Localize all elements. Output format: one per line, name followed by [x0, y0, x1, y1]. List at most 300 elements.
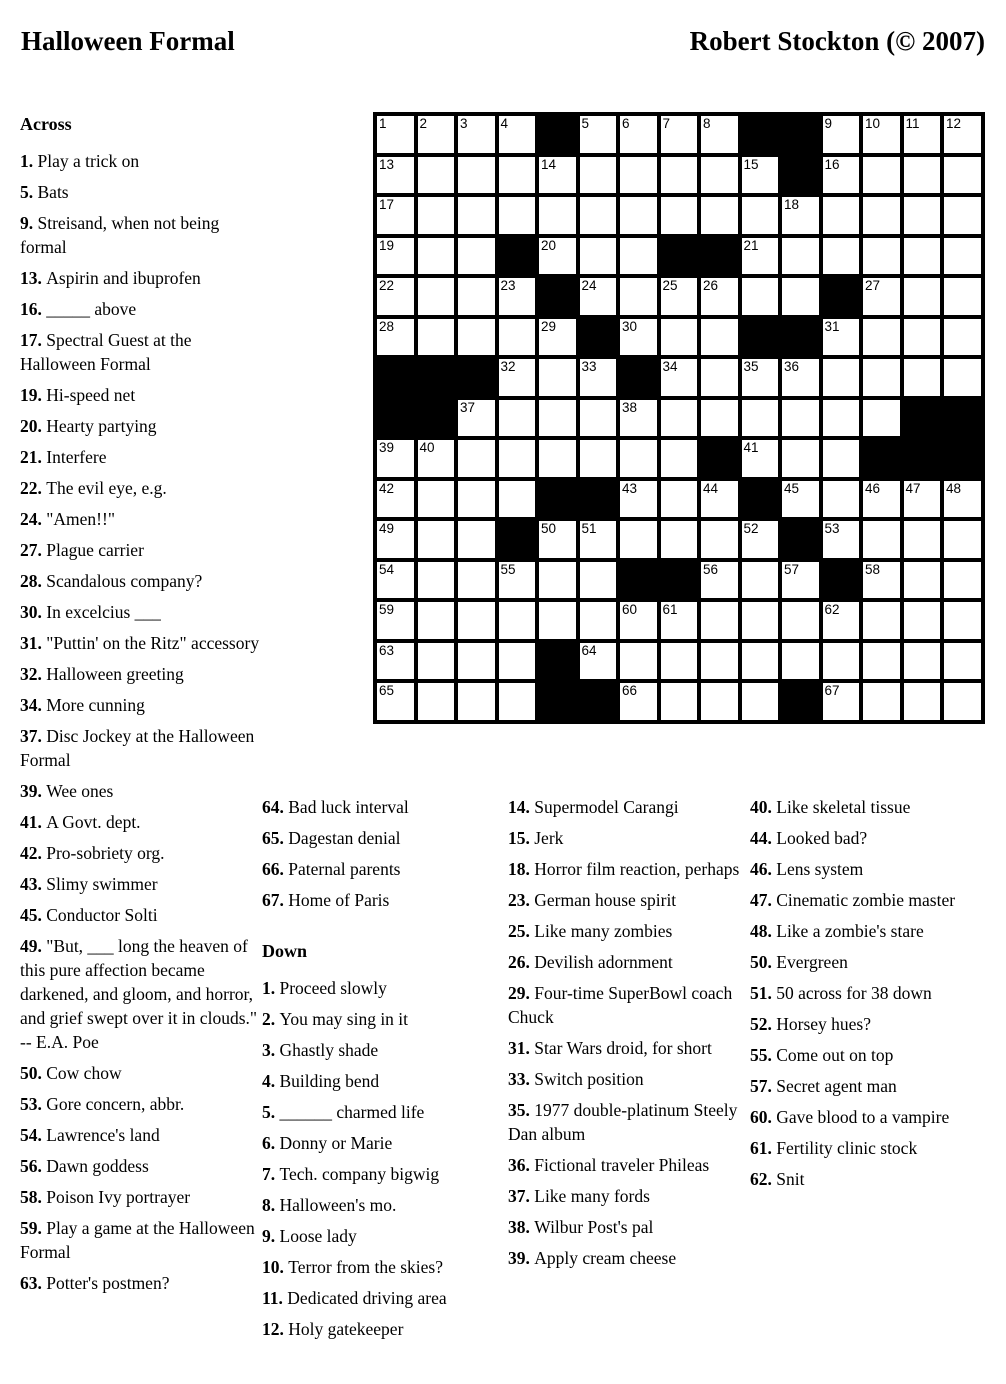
grid-cell[interactable] [539, 319, 576, 356]
cell-number: 9 [824, 116, 833, 131]
grid-cell[interactable] [418, 238, 455, 275]
clue-item: 30. In excelcius ___ [20, 602, 161, 622]
clue-item: 38. Wilbur Post's pal [508, 1217, 654, 1237]
grid-cell[interactable] [701, 481, 738, 518]
clue-item: 60. Gave blood to a vampire [750, 1107, 950, 1127]
grid-cell[interactable] [904, 643, 941, 680]
grid-cell[interactable] [661, 440, 698, 477]
grid-cell[interactable] [863, 643, 900, 680]
grid-cell[interactable] [944, 238, 981, 275]
clue-number: 7. [262, 1164, 280, 1184]
clue-item: 62. Snit [750, 1169, 805, 1189]
grid-cell[interactable] [782, 562, 819, 599]
grid-cell[interactable] [742, 602, 779, 639]
clue-item: 42. Pro-sobriety org. [20, 843, 165, 863]
grid-cell[interactable] [782, 197, 819, 234]
grid-cell[interactable] [863, 400, 900, 437]
cell-number: 39 [379, 440, 395, 455]
grid-cell[interactable] [863, 157, 900, 194]
grid-cell[interactable] [944, 116, 981, 153]
grid-cell[interactable] [823, 197, 860, 234]
grid-cell[interactable] [418, 602, 455, 639]
clue-number: 44. [750, 828, 777, 848]
grid-cell[interactable] [904, 116, 941, 153]
grid-cell[interactable] [944, 359, 981, 396]
grid-cell[interactable] [377, 683, 414, 720]
grid-cell-black [863, 440, 900, 477]
clue-item: 40. Like skeletal tissue [750, 797, 911, 817]
clue-number: 5. [262, 1102, 280, 1122]
cell-number: 11 [905, 116, 920, 131]
grid-cell[interactable] [823, 116, 860, 153]
cell-number: 58 [865, 561, 881, 577]
grid-cell[interactable] [377, 643, 414, 680]
grid-cell[interactable] [661, 116, 698, 153]
grid-cell[interactable] [782, 238, 819, 275]
author-byline: Robert Stockton (© 2007) [689, 26, 985, 56]
cell-number: 26 [703, 278, 719, 293]
grid-cell[interactable] [823, 521, 860, 558]
grid-cell[interactable] [418, 521, 455, 558]
cell-number: 35 [743, 359, 759, 374]
grid-cell-black [418, 400, 455, 437]
clue-number: 14. [508, 797, 535, 817]
grid-cell[interactable] [377, 278, 414, 315]
grid-cell-black [580, 319, 617, 356]
cell-number: 57 [784, 561, 800, 577]
cell-number: 63 [379, 642, 395, 658]
grid-cell[interactable] [823, 319, 860, 356]
clue-item: 57. Secret agent man [750, 1076, 897, 1096]
grid-cell[interactable] [539, 521, 576, 558]
grid-cell[interactable] [458, 116, 495, 153]
grid-cell[interactable] [661, 683, 698, 720]
grid-cell[interactable] [580, 602, 617, 639]
clue-item: 24. "Amen!!" [20, 509, 115, 529]
clue-item: 58. Poison Ivy portrayer [20, 1187, 191, 1207]
grid-cell[interactable] [499, 116, 536, 153]
cell-number: 47 [905, 480, 921, 496]
grid-cell[interactable] [458, 278, 495, 315]
clue-number: 50. [20, 1063, 47, 1083]
grid-cell[interactable] [782, 481, 819, 518]
grid-cell[interactable] [458, 602, 495, 639]
grid-cell[interactable] [377, 521, 414, 558]
grid-cell-black [742, 116, 779, 153]
grid-cell[interactable] [580, 359, 617, 396]
clue-number: 25. [508, 921, 535, 941]
grid-cell-black [701, 238, 738, 275]
grid-cell[interactable] [418, 116, 455, 153]
clue-column-3 [508, 795, 742, 1277]
grid-cell[interactable] [580, 400, 617, 437]
cell-number: 23 [500, 278, 516, 293]
cell-number: 10 [865, 116, 881, 131]
clue-number: 33. [508, 1069, 535, 1089]
grid-cell[interactable] [377, 319, 414, 356]
grid-cell[interactable] [580, 440, 617, 477]
grid-cell[interactable] [701, 197, 738, 234]
cell-number: 19 [379, 237, 395, 253]
grid-cell[interactable] [661, 278, 698, 315]
grid-cell[interactable] [458, 521, 495, 558]
clue-item: 4. Building bend [262, 1071, 380, 1091]
clue-number: 5. [20, 182, 38, 202]
grid-cell[interactable] [620, 278, 657, 315]
grid-cell[interactable] [580, 116, 617, 153]
grid-cell[interactable] [701, 643, 738, 680]
clue-item: 56. Dawn goddess [20, 1156, 149, 1176]
grid-cell-black [823, 278, 860, 315]
clue-item: 20. Hearty partying [20, 416, 157, 436]
grid-cell[interactable] [701, 683, 738, 720]
clue-number: 9. [20, 213, 38, 233]
grid-cell[interactable] [418, 278, 455, 315]
grid-cell[interactable] [742, 440, 779, 477]
grid-cell[interactable] [661, 521, 698, 558]
grid-cell[interactable] [499, 440, 536, 477]
grid-cell[interactable] [620, 197, 657, 234]
clue-item: 64. Bad luck interval [262, 797, 409, 817]
grid-cell[interactable] [620, 157, 657, 194]
clue-number: 23. [508, 890, 535, 910]
grid-cell-black [539, 278, 576, 315]
cell-number: 48 [946, 480, 962, 496]
grid-cell[interactable] [580, 238, 617, 275]
grid-cell[interactable] [863, 116, 900, 153]
grid-cell[interactable] [701, 602, 738, 639]
clue-number: 12. [262, 1319, 289, 1339]
clue-number: 48. [750, 921, 777, 941]
grid-cell[interactable] [944, 278, 981, 315]
grid-cell[interactable] [742, 278, 779, 315]
cell-number: 2 [419, 116, 428, 131]
grid-cell-black [742, 481, 779, 518]
grid-cell[interactable] [782, 359, 819, 396]
grid-cell[interactable] [499, 157, 536, 194]
grid-cell[interactable] [904, 481, 941, 518]
grid-cell[interactable] [499, 197, 536, 234]
clue-number: 54. [20, 1125, 47, 1145]
grid-cell[interactable] [620, 683, 657, 720]
grid-cell[interactable] [377, 238, 414, 275]
grid-cell[interactable] [620, 400, 657, 437]
grid-cell-black [580, 481, 617, 518]
grid-cell[interactable] [863, 238, 900, 275]
clue-number: 42. [20, 843, 47, 863]
clue-number: 27. [20, 540, 47, 560]
grid-cell[interactable] [823, 238, 860, 275]
grid-cell[interactable] [904, 602, 941, 639]
clue-number: 60. [750, 1107, 777, 1127]
cell-number: 41 [743, 440, 759, 455]
grid-cell[interactable] [458, 643, 495, 680]
clue-item: 66. Paternal parents [262, 859, 401, 879]
grid-cell[interactable] [742, 400, 779, 437]
grid-cell[interactable] [499, 683, 536, 720]
grid-cell[interactable] [863, 521, 900, 558]
grid-cell[interactable] [377, 116, 414, 153]
clue-number: 64. [262, 797, 289, 817]
grid-cell[interactable] [701, 562, 738, 599]
grid-cell[interactable] [620, 238, 657, 275]
clue-number: 47. [750, 890, 777, 910]
cell-number: 12 [946, 116, 962, 131]
grid-cell[interactable] [458, 683, 495, 720]
grid-cell[interactable] [499, 400, 536, 437]
grid-cell[interactable] [499, 643, 536, 680]
grid-cell[interactable] [661, 643, 698, 680]
grid-cell[interactable] [620, 521, 657, 558]
clues-heading-across: Across [20, 114, 72, 134]
grid-cell[interactable] [499, 562, 536, 599]
grid-cell[interactable] [458, 481, 495, 518]
cell-number: 34 [662, 359, 678, 374]
grid-cell[interactable] [458, 319, 495, 356]
grid-cell[interactable] [539, 400, 576, 437]
grid-cell[interactable] [742, 643, 779, 680]
clue-item: 48. Like a zombie's stare [750, 921, 924, 941]
grid-cell[interactable] [620, 643, 657, 680]
grid-cell[interactable] [701, 521, 738, 558]
grid-cell[interactable] [499, 602, 536, 639]
grid-cell[interactable] [377, 481, 414, 518]
grid-cell[interactable] [701, 400, 738, 437]
grid-cell[interactable] [661, 481, 698, 518]
cell-number: 51 [581, 521, 597, 536]
clue-number: 20. [20, 416, 47, 436]
grid-cell[interactable] [944, 562, 981, 599]
clue-item: 10. Terror from the skies? [262, 1257, 444, 1277]
grid-cell[interactable] [782, 643, 819, 680]
grid-cell[interactable] [701, 116, 738, 153]
grid-cell[interactable] [863, 359, 900, 396]
clue-item: 5. Bats [20, 182, 69, 202]
grid-cell[interactable] [944, 157, 981, 194]
cell-number: 50 [541, 521, 557, 536]
clue-item: 33. Switch position [508, 1069, 644, 1089]
clue-item: 18. Horror film reaction, perhaps [508, 859, 740, 879]
grid-cell[interactable] [904, 683, 941, 720]
grid-cell[interactable] [620, 602, 657, 639]
grid-cell[interactable] [782, 278, 819, 315]
cell-number: 27 [865, 278, 881, 293]
clue-number: 11. [262, 1288, 288, 1308]
clue-item: 63. Potter's postmen? [20, 1273, 170, 1293]
grid-cell[interactable] [580, 157, 617, 194]
grid-cell[interactable] [539, 602, 576, 639]
grid-cell[interactable] [742, 197, 779, 234]
grid-cell[interactable] [742, 359, 779, 396]
grid-cell-black [458, 359, 495, 396]
grid-cell[interactable] [904, 521, 941, 558]
grid-cell[interactable] [944, 683, 981, 720]
clue-item: 55. Come out on top [750, 1045, 894, 1065]
grid-cell[interactable] [904, 562, 941, 599]
clue-item: 61. Fertility clinic stock [750, 1138, 918, 1158]
grid-cell[interactable] [620, 116, 657, 153]
clue-item: 34. More cunning [20, 695, 145, 715]
grid-cell[interactable] [377, 440, 414, 477]
grid-cell[interactable] [620, 440, 657, 477]
clue-item: 8. Halloween's mo. [262, 1195, 397, 1215]
grid-cell[interactable] [823, 643, 860, 680]
cell-number: 49 [379, 521, 395, 536]
grid-cell[interactable] [458, 400, 495, 437]
grid-cell[interactable] [863, 602, 900, 639]
grid-cell[interactable] [499, 481, 536, 518]
grid-cell[interactable] [944, 602, 981, 639]
clue-item: 32. Halloween greeting [20, 664, 184, 684]
grid-cell[interactable] [863, 562, 900, 599]
grid-cell-black [499, 521, 536, 558]
cell-number: 40 [419, 440, 435, 455]
grid-cell[interactable] [377, 562, 414, 599]
grid-cell[interactable] [580, 521, 617, 558]
grid-cell[interactable] [944, 197, 981, 234]
grid-cell-black [377, 359, 414, 396]
grid-cell[interactable] [904, 359, 941, 396]
grid-cell[interactable] [701, 359, 738, 396]
grid-cell[interactable] [661, 319, 698, 356]
grid-cell[interactable] [620, 319, 657, 356]
grid-cell[interactable] [377, 157, 414, 194]
grid-cell[interactable] [661, 602, 698, 639]
grid-cell[interactable] [377, 197, 414, 234]
grid-cell[interactable] [418, 319, 455, 356]
grid-cell[interactable] [661, 400, 698, 437]
grid-cell[interactable] [782, 400, 819, 437]
grid-cell[interactable] [580, 643, 617, 680]
grid-cell[interactable] [823, 602, 860, 639]
grid-cell[interactable] [742, 157, 779, 194]
clue-number: 46. [750, 859, 777, 879]
grid-cell[interactable] [661, 157, 698, 194]
grid-cell[interactable] [458, 440, 495, 477]
clue-number: 4. [262, 1071, 280, 1091]
grid-cell[interactable] [458, 562, 495, 599]
clue-number: 26. [508, 952, 535, 972]
grid-cell[interactable] [377, 602, 414, 639]
grid-cell[interactable] [904, 197, 941, 234]
grid-cell[interactable] [499, 319, 536, 356]
grid-cell[interactable] [418, 440, 455, 477]
clue-number: 21. [20, 447, 47, 467]
cell-number: 38 [622, 399, 638, 415]
grid-cell[interactable] [823, 359, 860, 396]
cell-number: 56 [703, 561, 719, 577]
grid-cell[interactable] [863, 197, 900, 234]
grid-cell[interactable] [620, 481, 657, 518]
grid-cell[interactable] [742, 683, 779, 720]
grid-cell[interactable] [742, 562, 779, 599]
cell-number: 5 [581, 116, 590, 131]
grid-cell[interactable] [661, 197, 698, 234]
clue-number: 40. [750, 797, 777, 817]
grid-cell[interactable] [418, 562, 455, 599]
clue-number: 39. [20, 781, 47, 801]
cell-number: 44 [703, 480, 719, 496]
grid-cell[interactable] [782, 440, 819, 477]
grid-cell[interactable] [701, 319, 738, 356]
grid-cell[interactable] [499, 359, 536, 396]
grid-cell[interactable] [418, 643, 455, 680]
grid-cell[interactable] [701, 157, 738, 194]
grid-cell-black [782, 683, 819, 720]
grid-cell[interactable] [539, 157, 576, 194]
clue-number: 57. [750, 1076, 777, 1096]
grid-cell[interactable] [904, 238, 941, 275]
grid-cell[interactable] [823, 481, 860, 518]
grid-cell[interactable] [863, 481, 900, 518]
grid-cell-black [742, 319, 779, 356]
grid-cell[interactable] [580, 562, 617, 599]
clue-number: 39. [508, 1248, 535, 1268]
grid-cell[interactable] [418, 481, 455, 518]
grid-cell[interactable] [944, 481, 981, 518]
clue-number: 35. [508, 1100, 535, 1120]
grid-cell[interactable] [661, 359, 698, 396]
clue-item: 16. _____ above [20, 299, 137, 319]
grid-cell[interactable] [863, 278, 900, 315]
grid-cell[interactable] [904, 278, 941, 315]
grid-cell[interactable] [944, 521, 981, 558]
grid-cell[interactable] [823, 440, 860, 477]
grid-cell[interactable] [823, 683, 860, 720]
grid-cell[interactable] [539, 440, 576, 477]
grid-cell[interactable] [863, 683, 900, 720]
grid-cell[interactable] [742, 238, 779, 275]
grid-cell[interactable] [418, 683, 455, 720]
grid-cell[interactable] [580, 278, 617, 315]
cell-number: 14 [541, 156, 557, 172]
grid-cell[interactable] [863, 319, 900, 356]
grid-cell[interactable] [904, 319, 941, 356]
grid-cell[interactable] [539, 359, 576, 396]
grid-cell[interactable] [539, 238, 576, 275]
cell-number: 55 [500, 561, 516, 577]
grid-cell[interactable] [539, 197, 576, 234]
grid-cell[interactable] [823, 400, 860, 437]
clue-item: 51. 50 across for 38 down [750, 983, 932, 1003]
clue-number: 45. [20, 905, 47, 925]
grid-cell[interactable] [823, 157, 860, 194]
grid-cell[interactable] [458, 157, 495, 194]
clue-number: 31. [508, 1038, 535, 1058]
grid-cell[interactable] [904, 157, 941, 194]
grid-cell[interactable] [742, 521, 779, 558]
grid-cell[interactable] [458, 238, 495, 275]
grid-cell[interactable] [499, 278, 536, 315]
cell-number: 64 [581, 642, 597, 658]
grid-cell[interactable] [539, 562, 576, 599]
grid-cell[interactable] [418, 157, 455, 194]
clue-item: 29. Four-time SuperBowl coach Chuck [508, 983, 733, 1027]
grid-cell[interactable] [701, 278, 738, 315]
clue-number: 8. [262, 1195, 280, 1215]
cell-number: 67 [824, 683, 840, 698]
clue-item: 19. Hi-speed net [20, 385, 136, 405]
clue-item: 53. Gore concern, abbr. [20, 1094, 185, 1114]
grid-cell[interactable] [944, 319, 981, 356]
grid-cell[interactable] [944, 643, 981, 680]
clues-heading-down: Down [262, 941, 308, 961]
grid-cell[interactable] [580, 197, 617, 234]
grid-cell[interactable] [418, 197, 455, 234]
grid-cell[interactable] [782, 602, 819, 639]
clue-column-4 [750, 795, 992, 1198]
grid-cell[interactable] [458, 197, 495, 234]
